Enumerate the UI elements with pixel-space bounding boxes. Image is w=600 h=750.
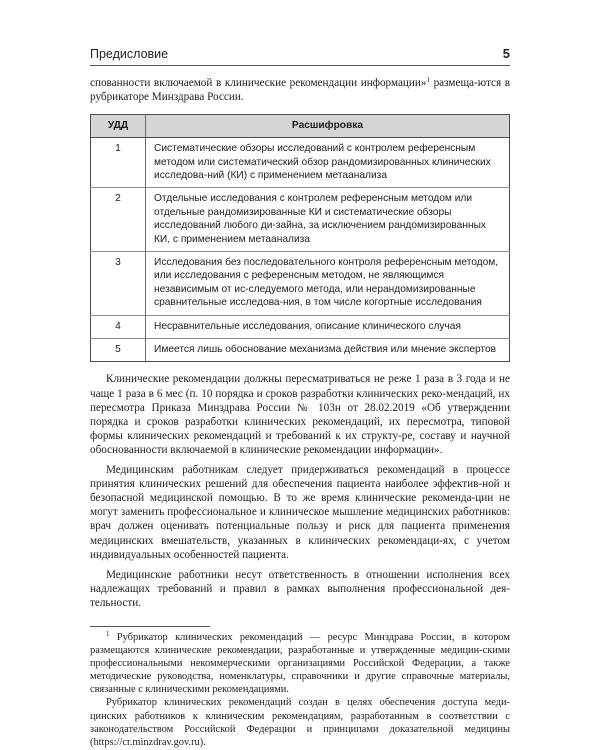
intro-text-end: размеща-ются в рубрикаторе Минздрава России. <box>90 77 510 104</box>
body-paragraph: Клинические рекомендации должны пересматриваться не реже 1 раза в 3 года и не чаще 1 раза в 6 мес (п. 10 порядка и сроков разработки клинических реко-мендаций, их пересмотра Приказа Минздрава России № 103н от 28.02.2019 «Об утверждении порядка и сроков разработки клинических рекомендаций, их пересмотра, типовой формы клинических рекомендаций и требований к их структу-ре, составу и научной обоснованности включаемой в клинические рекомендации информации». <box>90 373 510 456</box>
footnotes <box>90 626 510 749</box>
table-row <box>91 339 510 362</box>
running-header <box>90 46 510 66</box>
page-number: 5 <box>502 46 510 61</box>
table-row <box>91 252 510 316</box>
intro-paragraph <box>90 76 510 104</box>
udd-description: Систематические обзоры исследований с контролем референсным методом или систематический обзор рандомизированных клинических исследова-ний (КИ) с применением метаанализа <box>146 138 510 188</box>
udd-description: Исследования без последовательного контроля референсным методом, или исследования с референсным методом, не являющимся независимым от ис-следуемого метода, или нерандомизированные сравнительные исследова-ния, в том числе когортные исследования <box>146 252 510 316</box>
udd-description: Имеется лишь обоснование механизма действия или мнение экспертов <box>146 339 510 362</box>
page-content <box>90 76 510 749</box>
footnote-mark: 1 <box>106 629 110 638</box>
footnote-continuation: Рубрикатор клинических рекомендаций создан в целях обеспечения доступа меди-цинских работников к клиническим рекомендациям, разработанным в соответствии с законодательством Российской Федерации и принципами доказательной медицины (https://cr.minzdrav.gov.ru). <box>90 697 510 748</box>
footnote-text: Рубрикатор клинических рекомендаций — ресурс Минздрава России, в котором размещаются клинические рекомендации, разработанные и утвержденные медицин-скими профессиональными некоммерческими организациями Российской Федерации, а также методические руководства, номенклатуры, справочники и другие справочные материалы, связанные с клиническими рекомендациями. <box>90 631 510 696</box>
udd-level: 4 <box>91 315 146 338</box>
udd-level: 5 <box>91 339 146 362</box>
udd-level: 3 <box>91 252 146 316</box>
body-paragraph: Медицинским работникам следует придерживаться рекомендаций в процессе принятия клинических решений для обеспечения пациента наиболее эффектив-ной и безопасной медицинской помощью. В то же время клинические рекоменда-ции не могут заменить профессиональное и клиническое мышление медицинских работников: врач должен оценивать потенциальные пользу и риск для пациента применения медицинских вмешательств, указанных в клинических рекомендаци-ях, с учетом индивидуальных особенностей пациента. <box>90 464 510 561</box>
column-header-udd: УДД <box>91 115 146 138</box>
udd-description: Отдельные исследования с контролем референсным методом или отдельные рандомизированные КИ и систематические обзоры исследований любого ди-зайна, за исключением рандомизированных КИ, с применением метаанализа <box>146 188 510 252</box>
table-row <box>91 315 510 338</box>
udd-description: Несравнительные исследования, описание клинического случая <box>146 315 510 338</box>
udd-level: 1 <box>115 143 121 155</box>
table-header-row <box>91 115 510 138</box>
table-row <box>91 188 510 252</box>
footnote <box>90 631 510 696</box>
body-paragraph: Медицинские работники несут ответственность в отношении исполнения всех надлежащих требований и правил в рамках выполнения профессиональной дея-тельности. <box>90 568 510 609</box>
footnote-divider <box>90 626 210 627</box>
evidence-level-table <box>90 114 510 362</box>
section-title: Предисловие <box>90 47 169 61</box>
table-row <box>91 138 510 188</box>
footnote-reference[interactable]: 1 <box>426 76 430 84</box>
udd-level: 2 <box>91 188 146 252</box>
column-header-description: Расшифровка <box>146 115 510 138</box>
intro-text: спованности включаемой в клинические рекомендации информации» <box>90 77 427 89</box>
